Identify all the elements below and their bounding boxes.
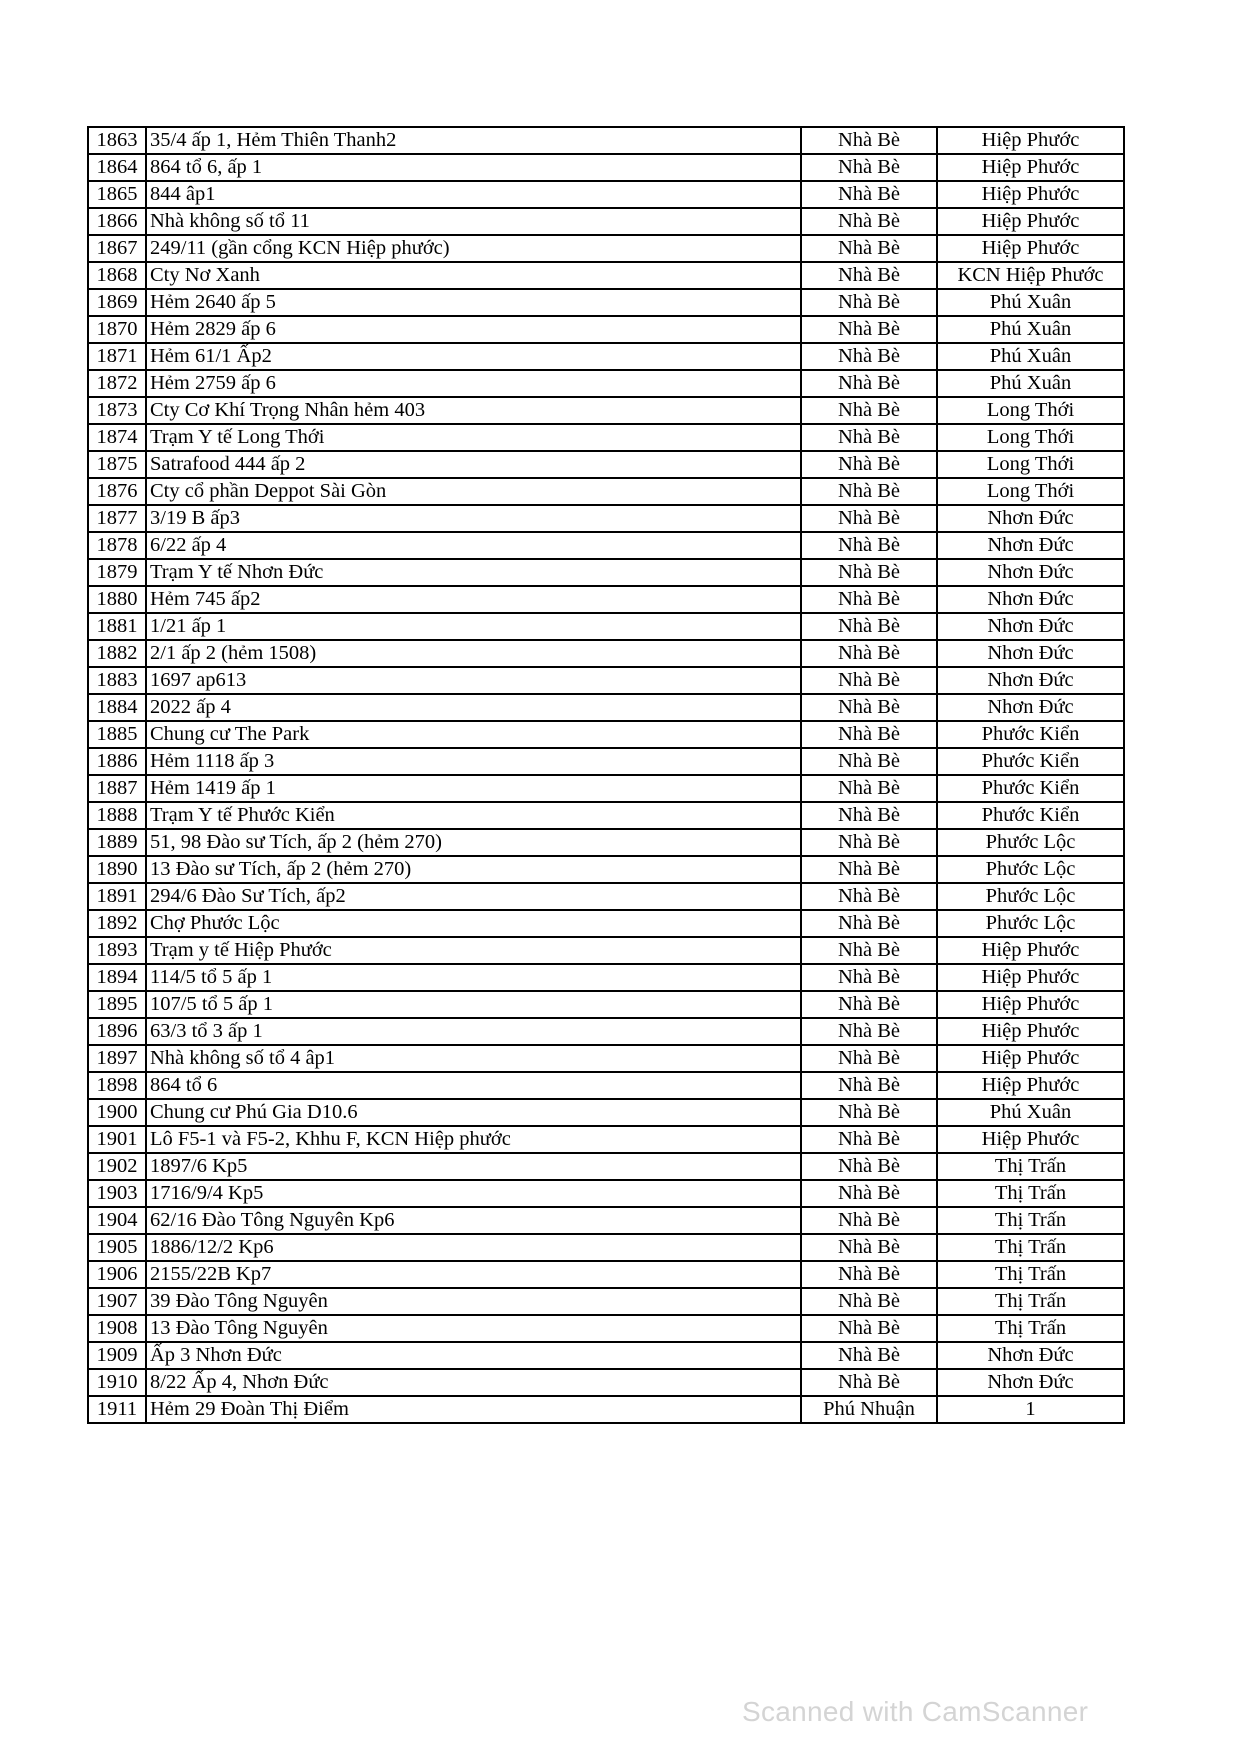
address-cell: 114/5 tổ 5 ấp 1 (146, 964, 801, 991)
row-number: 1906 (88, 1261, 146, 1288)
row-number: 1864 (88, 154, 146, 181)
table-row (88, 1315, 1124, 1342)
table-row (88, 1342, 1124, 1369)
district-cell: Nhà Bè (801, 262, 937, 289)
district-cell: Nhà Bè (801, 856, 937, 883)
table-row (88, 1126, 1124, 1153)
ward-cell: Thị Trấn (937, 1207, 1124, 1234)
row-number: 1885 (88, 721, 146, 748)
address-cell: 1716/9/4 Kp5 (146, 1180, 801, 1207)
ward-cell: Hiệp Phước (937, 1018, 1124, 1045)
address-cell: Chung cư The Park (146, 721, 801, 748)
address-cell: 249/11 (gần cổng KCN Hiệp phước) (146, 235, 801, 262)
district-cell: Nhà Bè (801, 1126, 937, 1153)
address-cell: 3/19 B ấp3 (146, 505, 801, 532)
ward-cell: Phú Xuân (937, 289, 1124, 316)
table-row (88, 937, 1124, 964)
ward-cell: Hiệp Phước (937, 1045, 1124, 1072)
ward-cell: Thị Trấn (937, 1234, 1124, 1261)
row-number: 1879 (88, 559, 146, 586)
ward-cell: Nhơn Đức (937, 505, 1124, 532)
address-cell: 2155/22B Kp7 (146, 1261, 801, 1288)
row-number: 1887 (88, 775, 146, 802)
ward-cell: Nhơn Đức (937, 694, 1124, 721)
address-cell: 1886/12/2 Kp6 (146, 1234, 801, 1261)
district-cell: Nhà Bè (801, 127, 937, 154)
row-number: 1869 (88, 289, 146, 316)
ward-cell: Phước Lộc (937, 829, 1124, 856)
table-row (88, 1396, 1124, 1423)
ward-cell: Phú Xuân (937, 1099, 1124, 1126)
address-cell: 864 tổ 6, ấp 1 (146, 154, 801, 181)
address-cell: 864 tổ 6 (146, 1072, 801, 1099)
ward-cell: Phú Xuân (937, 343, 1124, 370)
row-number: 1866 (88, 208, 146, 235)
ward-cell: Nhơn Đức (937, 532, 1124, 559)
district-cell: Nhà Bè (801, 721, 937, 748)
district-cell: Nhà Bè (801, 559, 937, 586)
district-cell: Nhà Bè (801, 640, 937, 667)
district-cell: Nhà Bè (801, 235, 937, 262)
ward-cell: Hiệp Phước (937, 181, 1124, 208)
table-row (88, 748, 1124, 775)
ward-cell: Phước Kiển (937, 748, 1124, 775)
ward-cell: Phước Lộc (937, 910, 1124, 937)
district-cell: Nhà Bè (801, 1261, 937, 1288)
address-table (87, 126, 1125, 1424)
ward-cell: Phú Xuân (937, 370, 1124, 397)
table-row (88, 451, 1124, 478)
row-number: 1872 (88, 370, 146, 397)
ward-cell: KCN Hiệp Phước (937, 262, 1124, 289)
address-cell: 294/6 Đào Sư Tích, ấp2 (146, 883, 801, 910)
row-number: 1877 (88, 505, 146, 532)
address-cell: 13 Đào sư Tích, ấp 2 (hẻm 270) (146, 856, 801, 883)
row-number: 1892 (88, 910, 146, 937)
address-cell: 107/5 tổ 5 ấp 1 (146, 991, 801, 1018)
table-row (88, 640, 1124, 667)
table-row (88, 1261, 1124, 1288)
address-cell: Trạm Y tế Long Thới (146, 424, 801, 451)
table-row (88, 1180, 1124, 1207)
row-number: 1894 (88, 964, 146, 991)
district-cell: Nhà Bè (801, 208, 937, 235)
ward-cell: Thị Trấn (937, 1288, 1124, 1315)
table-row (88, 694, 1124, 721)
table-row (88, 856, 1124, 883)
table-row (88, 127, 1124, 154)
ward-cell: Phú Xuân (937, 316, 1124, 343)
ward-cell: Nhơn Đức (937, 1369, 1124, 1396)
district-cell: Nhà Bè (801, 1369, 937, 1396)
ward-cell: Hiệp Phước (937, 235, 1124, 262)
address-cell: Hẻm 1118 ấp 3 (146, 748, 801, 775)
district-cell: Nhà Bè (801, 505, 937, 532)
ward-cell: Phước Kiển (937, 802, 1124, 829)
row-number: 1882 (88, 640, 146, 667)
district-cell: Nhà Bè (801, 667, 937, 694)
district-cell: Nhà Bè (801, 694, 937, 721)
address-cell: Hẻm 2829 ấp 6 (146, 316, 801, 343)
address-cell: Nhà không số tổ 11 (146, 208, 801, 235)
table-row (88, 1207, 1124, 1234)
address-cell: Satrafood 444 ấp 2 (146, 451, 801, 478)
row-number: 1875 (88, 451, 146, 478)
table-row (88, 424, 1124, 451)
ward-cell: Thị Trấn (937, 1153, 1124, 1180)
address-cell: Hẻm 2640 ấp 5 (146, 289, 801, 316)
ward-cell: Phước Kiển (937, 721, 1124, 748)
ward-cell: Nhơn Đức (937, 667, 1124, 694)
address-cell: Trạm Y tế Nhơn Đức (146, 559, 801, 586)
table-row (88, 1099, 1124, 1126)
row-number: 1900 (88, 1099, 146, 1126)
ward-cell: Nhơn Đức (937, 640, 1124, 667)
row-number: 1891 (88, 883, 146, 910)
row-number: 1909 (88, 1342, 146, 1369)
address-cell: 1897/6 Kp5 (146, 1153, 801, 1180)
address-cell: 1/21 ấp 1 (146, 613, 801, 640)
row-number: 1910 (88, 1369, 146, 1396)
district-cell: Nhà Bè (801, 289, 937, 316)
district-cell: Nhà Bè (801, 1207, 937, 1234)
ward-cell: Long Thới (937, 451, 1124, 478)
table-row (88, 883, 1124, 910)
ward-cell: Hiệp Phước (937, 964, 1124, 991)
table-row (88, 802, 1124, 829)
row-number: 1883 (88, 667, 146, 694)
address-cell: 35/4 ấp 1, Hẻm Thiên Thanh2 (146, 127, 801, 154)
ward-cell: Phước Kiển (937, 775, 1124, 802)
district-cell: Phú Nhuận (801, 1396, 937, 1423)
address-cell: Chợ Phước Lộc (146, 910, 801, 937)
ward-cell: Nhơn Đức (937, 613, 1124, 640)
row-number: 1898 (88, 1072, 146, 1099)
table-row (88, 1288, 1124, 1315)
ward-cell: Nhơn Đức (937, 559, 1124, 586)
district-cell: Nhà Bè (801, 613, 937, 640)
address-cell: Lô F5-1 và F5-2, Khhu F, KCN Hiệp phước (146, 1126, 801, 1153)
table-row (88, 532, 1124, 559)
address-cell: Hẻm 745 ấp2 (146, 586, 801, 613)
row-number: 1888 (88, 802, 146, 829)
table-row (88, 829, 1124, 856)
district-cell: Nhà Bè (801, 532, 937, 559)
table-row (88, 1018, 1124, 1045)
ward-cell: Thị Trấn (937, 1315, 1124, 1342)
row-number: 1890 (88, 856, 146, 883)
row-number: 1863 (88, 127, 146, 154)
district-cell: Nhà Bè (801, 424, 937, 451)
district-cell: Nhà Bè (801, 1018, 937, 1045)
district-cell: Nhà Bè (801, 910, 937, 937)
address-cell: Hẻm 29 Đoàn Thị Điểm (146, 1396, 801, 1423)
address-cell: Chung cư Phú Gia D10.6 (146, 1099, 801, 1126)
ward-cell: Hiệp Phước (937, 991, 1124, 1018)
ward-cell: Hiệp Phước (937, 208, 1124, 235)
table-row (88, 181, 1124, 208)
ward-cell: 1 (937, 1396, 1124, 1423)
district-cell: Nhà Bè (801, 883, 937, 910)
row-number: 1889 (88, 829, 146, 856)
ward-cell: Thị Trấn (937, 1261, 1124, 1288)
row-number: 1893 (88, 937, 146, 964)
district-cell: Nhà Bè (801, 478, 937, 505)
ward-cell: Phước Lộc (937, 856, 1124, 883)
address-cell: 1697 ap613 (146, 667, 801, 694)
district-cell: Nhà Bè (801, 1072, 937, 1099)
row-number: 1873 (88, 397, 146, 424)
address-cell: Cty Nơ Xanh (146, 262, 801, 289)
table-row (88, 208, 1124, 235)
district-cell: Nhà Bè (801, 964, 937, 991)
ward-cell: Nhơn Đức (937, 1342, 1124, 1369)
address-cell: 51, 98 Đào sư Tích, ấp 2 (hẻm 270) (146, 829, 801, 856)
row-number: 1886 (88, 748, 146, 775)
address-cell: Trạm Y tế Phước Kiển (146, 802, 801, 829)
table-row (88, 262, 1124, 289)
table-row (88, 721, 1124, 748)
table-row (88, 775, 1124, 802)
district-cell: Nhà Bè (801, 181, 937, 208)
table-row (88, 154, 1124, 181)
address-cell: 13 Đào Tông Nguyên (146, 1315, 801, 1342)
table-row (88, 316, 1124, 343)
address-cell: Cty cổ phần Deppot Sài Gòn (146, 478, 801, 505)
row-number: 1868 (88, 262, 146, 289)
district-cell: Nhà Bè (801, 829, 937, 856)
district-cell: Nhà Bè (801, 937, 937, 964)
address-cell: 39 Đào Tông Nguyên (146, 1288, 801, 1315)
table-row (88, 910, 1124, 937)
address-cell: 63/3 tổ 3 ấp 1 (146, 1018, 801, 1045)
ward-cell: Thị Trấn (937, 1180, 1124, 1207)
table-row (88, 343, 1124, 370)
address-cell: Hẻm 61/1 Ấp2 (146, 343, 801, 370)
address-cell: 6/22 ấp 4 (146, 532, 801, 559)
ward-cell: Long Thới (937, 424, 1124, 451)
district-cell: Nhà Bè (801, 1288, 937, 1315)
row-number: 1884 (88, 694, 146, 721)
row-number: 1880 (88, 586, 146, 613)
district-cell: Nhà Bè (801, 991, 937, 1018)
ward-cell: Hiệp Phước (937, 937, 1124, 964)
district-cell: Nhà Bè (801, 370, 937, 397)
table-row (88, 478, 1124, 505)
row-number: 1911 (88, 1396, 146, 1423)
district-cell: Nhà Bè (801, 343, 937, 370)
table-row (88, 1045, 1124, 1072)
ward-cell: Hiệp Phước (937, 1126, 1124, 1153)
table-row (88, 1234, 1124, 1261)
district-cell: Nhà Bè (801, 775, 937, 802)
row-number: 1878 (88, 532, 146, 559)
address-cell: Trạm y tế Hiệp Phước (146, 937, 801, 964)
table-row (88, 1153, 1124, 1180)
district-cell: Nhà Bè (801, 154, 937, 181)
table-row (88, 235, 1124, 262)
table-row (88, 1369, 1124, 1396)
row-number: 1870 (88, 316, 146, 343)
district-cell: Nhà Bè (801, 1099, 937, 1126)
address-cell: 844 âp1 (146, 181, 801, 208)
district-cell: Nhà Bè (801, 316, 937, 343)
camscanner-watermark: Scanned with CamScanner (742, 1696, 1089, 1727)
table-row (88, 964, 1124, 991)
table-row (88, 613, 1124, 640)
ward-cell: Hiệp Phước (937, 1072, 1124, 1099)
address-cell: Hẻm 2759 ấp 6 (146, 370, 801, 397)
row-number: 1905 (88, 1234, 146, 1261)
row-number: 1896 (88, 1018, 146, 1045)
district-cell: Nhà Bè (801, 397, 937, 424)
address-cell: 8/22 Ấp 4, Nhơn Đức (146, 1369, 801, 1396)
row-number: 1865 (88, 181, 146, 208)
district-cell: Nhà Bè (801, 451, 937, 478)
table-row (88, 559, 1124, 586)
row-number: 1908 (88, 1315, 146, 1342)
district-cell: Nhà Bè (801, 1342, 937, 1369)
address-cell: 62/16 Đào Tông Nguyên Kp6 (146, 1207, 801, 1234)
row-number: 1897 (88, 1045, 146, 1072)
table-row (88, 397, 1124, 424)
row-number: 1871 (88, 343, 146, 370)
row-number: 1881 (88, 613, 146, 640)
district-cell: Nhà Bè (801, 1315, 937, 1342)
address-cell: Nhà không số tổ 4 âp1 (146, 1045, 801, 1072)
district-cell: Nhà Bè (801, 1234, 937, 1261)
row-number: 1867 (88, 235, 146, 262)
table-row (88, 991, 1124, 1018)
district-cell: Nhà Bè (801, 802, 937, 829)
table-row (88, 586, 1124, 613)
address-cell: Cty Cơ Khí Trọng Nhân hẻm 403 (146, 397, 801, 424)
row-number: 1874 (88, 424, 146, 451)
address-table-body (88, 127, 1124, 1423)
row-number: 1904 (88, 1207, 146, 1234)
table-row (88, 667, 1124, 694)
table-row (88, 370, 1124, 397)
district-cell: Nhà Bè (801, 1180, 937, 1207)
address-cell: Hẻm 1419 ấp 1 (146, 775, 801, 802)
ward-cell: Long Thới (937, 478, 1124, 505)
district-cell: Nhà Bè (801, 748, 937, 775)
table-row (88, 1072, 1124, 1099)
ward-cell: Hiệp Phước (937, 154, 1124, 181)
district-cell: Nhà Bè (801, 586, 937, 613)
row-number: 1876 (88, 478, 146, 505)
ward-cell: Phước Lộc (937, 883, 1124, 910)
table-row (88, 289, 1124, 316)
row-number: 1901 (88, 1126, 146, 1153)
ward-cell: Nhơn Đức (937, 586, 1124, 613)
row-number: 1903 (88, 1180, 146, 1207)
address-cell: 2/1 ấp 2 (hẻm 1508) (146, 640, 801, 667)
row-number: 1902 (88, 1153, 146, 1180)
address-cell: 2022 ấp 4 (146, 694, 801, 721)
ward-cell: Long Thới (937, 397, 1124, 424)
ward-cell: Hiệp Phước (937, 127, 1124, 154)
district-cell: Nhà Bè (801, 1153, 937, 1180)
table-row (88, 505, 1124, 532)
address-cell: Ấp 3 Nhơn Đức (146, 1342, 801, 1369)
row-number: 1907 (88, 1288, 146, 1315)
row-number: 1895 (88, 991, 146, 1018)
district-cell: Nhà Bè (801, 1045, 937, 1072)
